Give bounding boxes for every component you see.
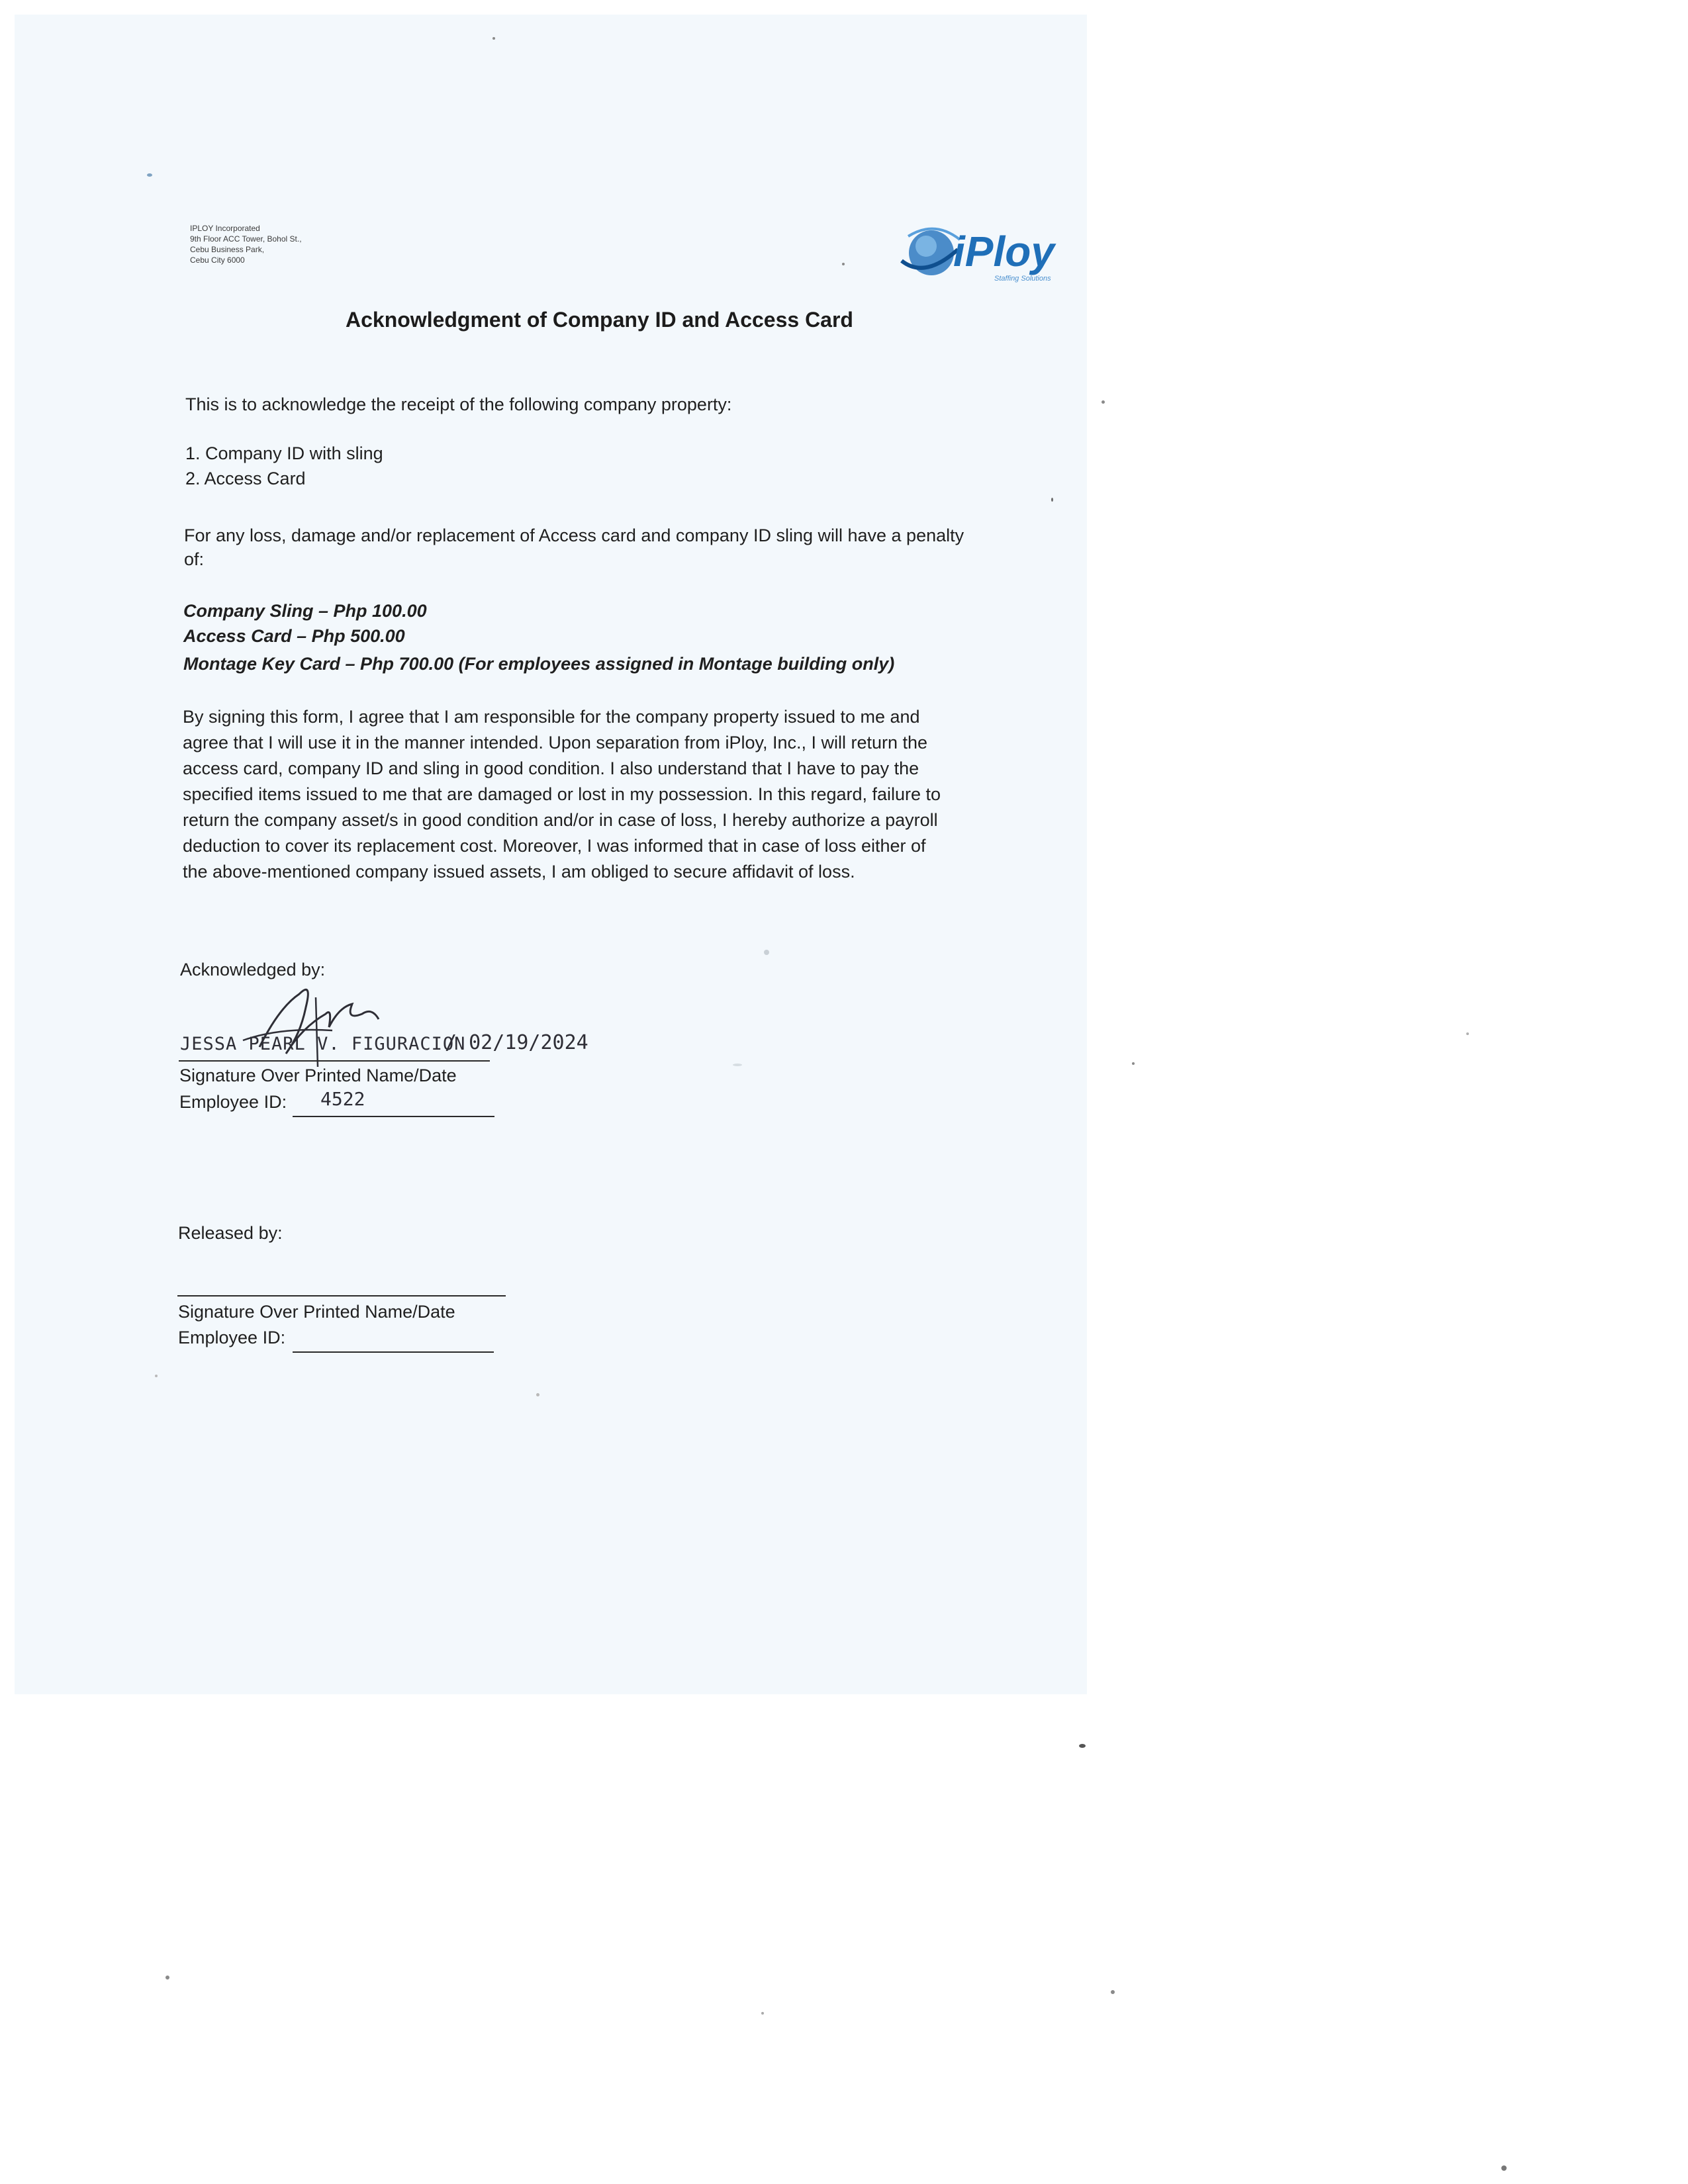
handwritten-date: / 02/19/2024 <box>445 1031 588 1054</box>
scan-speck <box>1111 1990 1115 1994</box>
signature-caption: Signature Over Printed Name/Date <box>179 1066 457 1085</box>
acknowledged-label: Acknowledged by: <box>180 960 326 979</box>
released-label: Released by: <box>178 1223 283 1243</box>
penalty-notice-line: For any loss, damage and/or replacement of Access card and company ID sling will have a penalty <box>184 525 964 545</box>
scan-speck <box>1051 498 1053 502</box>
employee-id-label: Employee ID: <box>179 1092 287 1112</box>
scan-speck <box>1102 400 1105 404</box>
penalty-item: Access Card – Php 500.00 <box>183 626 405 646</box>
agreement-paragraph <box>183 704 1013 885</box>
scan-speck <box>155 1375 158 1377</box>
agreement-line: specified items issued to me that are damaged or lost in my possession. In this regard, failure to <box>183 784 941 804</box>
scan-speck <box>1079 1744 1086 1748</box>
scan-speck <box>764 950 769 955</box>
penalty-item: Montage Key Card – Php 700.00 (For employees assigned in Montage building only) <box>183 654 895 674</box>
scan-speck <box>536 1393 539 1396</box>
agreement-line: return the company asset/s in good condition and/or in case of loss, I hereby authorize a payroll <box>183 810 938 830</box>
employee-id-line <box>293 1351 494 1353</box>
address-line: IPLOY Incorporated <box>190 224 260 233</box>
scan-speck <box>492 37 495 40</box>
agreement-line: By signing this form, I agree that I am responsible for the company property issued to me and <box>183 707 920 727</box>
employee-id-value: 4522 <box>320 1088 365 1110</box>
address-line: Cebu Business Park, <box>190 245 265 254</box>
scan-speck <box>147 173 152 177</box>
iploy-logo <box>895 213 1067 293</box>
address-line: Cebu City 6000 <box>190 255 245 265</box>
agreement-line: the above-mentioned company issued assets, I am obliged to secure affidavit of loss. <box>183 862 855 882</box>
logo-wordmark: iPloy <box>953 228 1055 275</box>
agreement-line: deduction to cover its replacement cost. Moreover, I was informed that in case of loss either of <box>183 836 926 856</box>
logo-tagline: Staffing Solutions <box>994 275 1051 283</box>
globe-swirl-icon <box>902 229 960 275</box>
property-item: 2. Access Card <box>185 469 306 488</box>
scan-speck <box>1466 1032 1469 1035</box>
handwritten-name: JESSA PEARL V. FIGURACION <box>180 1034 466 1054</box>
signature-caption: Signature Over Printed Name/Date <box>178 1302 455 1322</box>
penalty-item: Company Sling – Php 100.00 <box>183 601 427 621</box>
employee-id-label: Employee ID: <box>178 1328 286 1347</box>
document-title: Acknowledgment of Company ID and Access Card <box>346 308 853 332</box>
employee-id-line <box>293 1116 494 1117</box>
agreement-line: agree that I will use it in the manner intended. Upon separation from iPloy, Inc., I will return the <box>183 733 928 752</box>
scanned-sheet <box>15 15 1087 1694</box>
scan-speck <box>165 1976 169 1979</box>
scan-speck <box>1132 1062 1135 1065</box>
company-address <box>190 223 302 265</box>
signature-line <box>177 1295 506 1297</box>
penalty-notice-line: of: <box>184 549 205 569</box>
scan-speck <box>1501 2165 1507 2171</box>
handwritten-signature <box>240 968 425 1080</box>
signature-line <box>179 1060 490 1062</box>
address-line: 9th Floor ACC Tower, Bohol St., <box>190 234 302 244</box>
scan-speck <box>733 1064 742 1066</box>
agreement-line: access card, company ID and sling in good condition. I also understand that I have to pay the <box>183 758 919 778</box>
scan-speck <box>761 2012 764 2015</box>
property-item: 1. Company ID with sling <box>185 443 383 463</box>
intro-text: This is to acknowledge the receipt of the following company property: <box>185 394 732 414</box>
scan-speck <box>842 263 845 265</box>
